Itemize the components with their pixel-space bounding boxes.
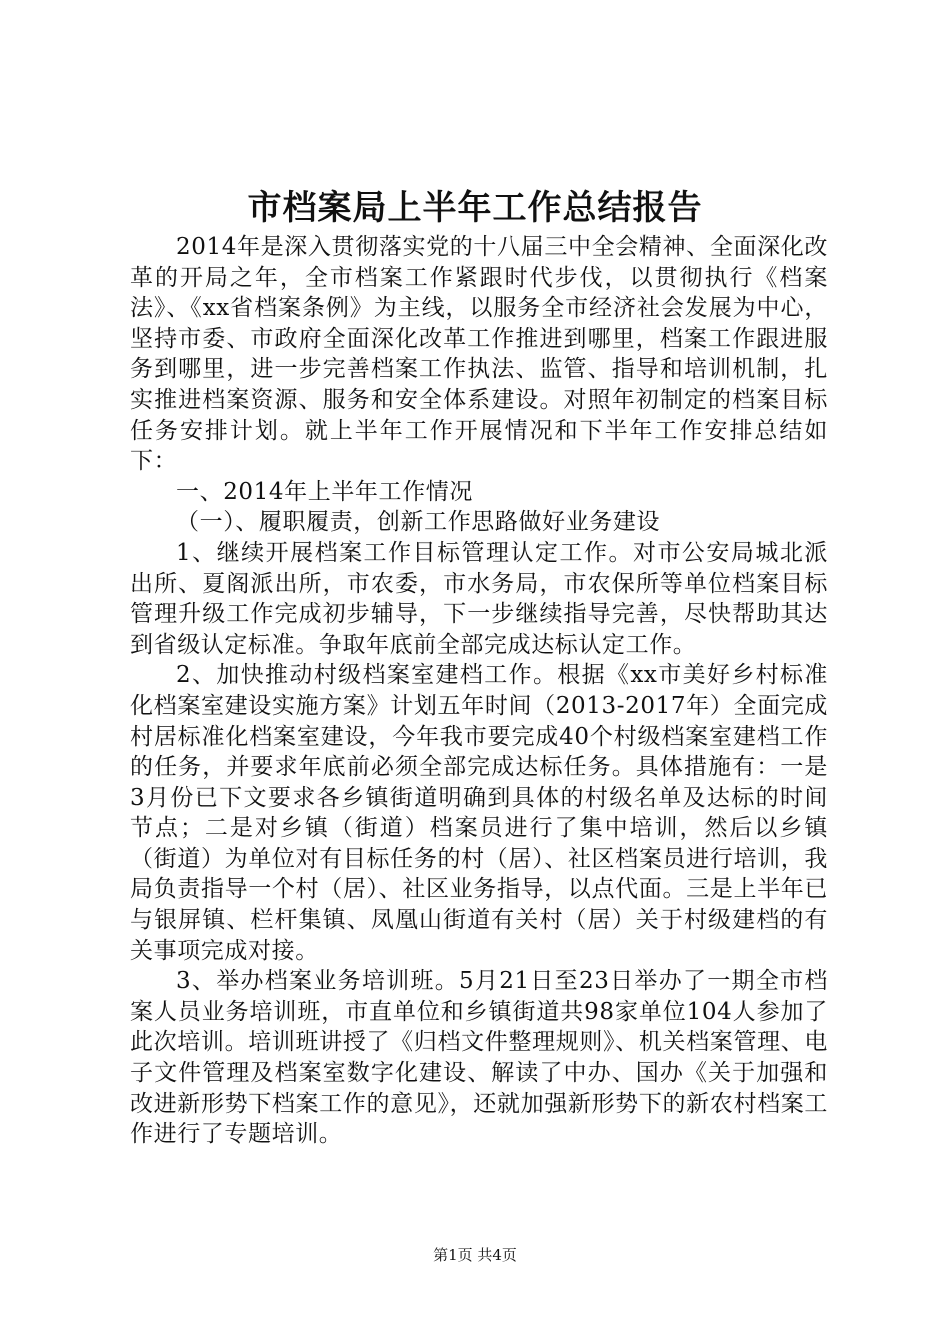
section-heading: 一、2014年上半年工作情况 <box>176 478 473 505</box>
item-paragraph-2: 2、加快推动村级档案室建档工作。根据《xx市美好乡村标准化档案室建设实施方案》计划五年时间（2013-2017年）全面完成村居标准化档案室建设，今年我市要完成40个村级档案室建档工作的任务，并要求年底前必须全部完成达标任务。具体措施有：一是3月份已下文要求各乡镇街道明确到具体的村级名单及达标的时间节点；二是对乡镇（街道）档案员进行了集中培训，然后以乡镇（街道）为单位对有目标任务的村（居）、社区档案员进行培训，我局负责指导一个村（居）、社区业务指导，以点代面。三是上半年已与银屏镇、栏杆集镇、凤凰山街道有关村（居）关于村级建档的有关事项完成对接。 <box>130 662 828 964</box>
subsection-heading: （一）、履职履责，创新工作思路做好业务建设 <box>176 509 661 536</box>
intro-paragraph: 2014年是深入贯彻落实党的十八届三中全会精神、全面深化改革的开局之年，全市档案工作紧跟时代步伐，以贯彻执行《档案法》、《xx省档案条例》为主线，以服务全市经济社会发展为中心，坚持市委、市政府全面深化改革工作推进到哪里，档案工作跟进服务到哪里，进一步完善档案工作执法、监管、指导和培训机制，扎实推进档案资源、服务和安全体系建设。对照年初制定的档案目标任务安排计划。就上半年工作开展情况和下半年工作安排总结如下： <box>130 234 828 475</box>
page-footer: 第1页 共4页 <box>433 1246 517 1264</box>
document-title: 市档案局上半年工作总结报告 <box>247 188 703 228</box>
item-paragraph-3: 3、举办档案业务培训班。5月21日至23日举办了一期全市档案人员业务培训班，市直单位和乡镇街道共98家单位104人参加了此次培训。培训班讲授了《归档文件整理规则》、机关档案管理、电子文件管理及档案室数字化建设、解读了中办、国办《关于加强和改进新形势下档案工作的意见》，还就加强新形势下的新农村档案工作进行了专题培训。 <box>130 968 828 1148</box>
document-body <box>130 232 828 1150</box>
item-paragraph-1: 1、继续开展档案工作目标管理认定工作。对市公安局城北派出所、夏阁派出所，市农委，市水务局，市农保所等单位档案目标管理升级工作完成初步辅导，下一步继续指导完善，尽快帮助其达到省级认定标准。争取年底前全部完成达标认定工作。 <box>130 539 828 658</box>
